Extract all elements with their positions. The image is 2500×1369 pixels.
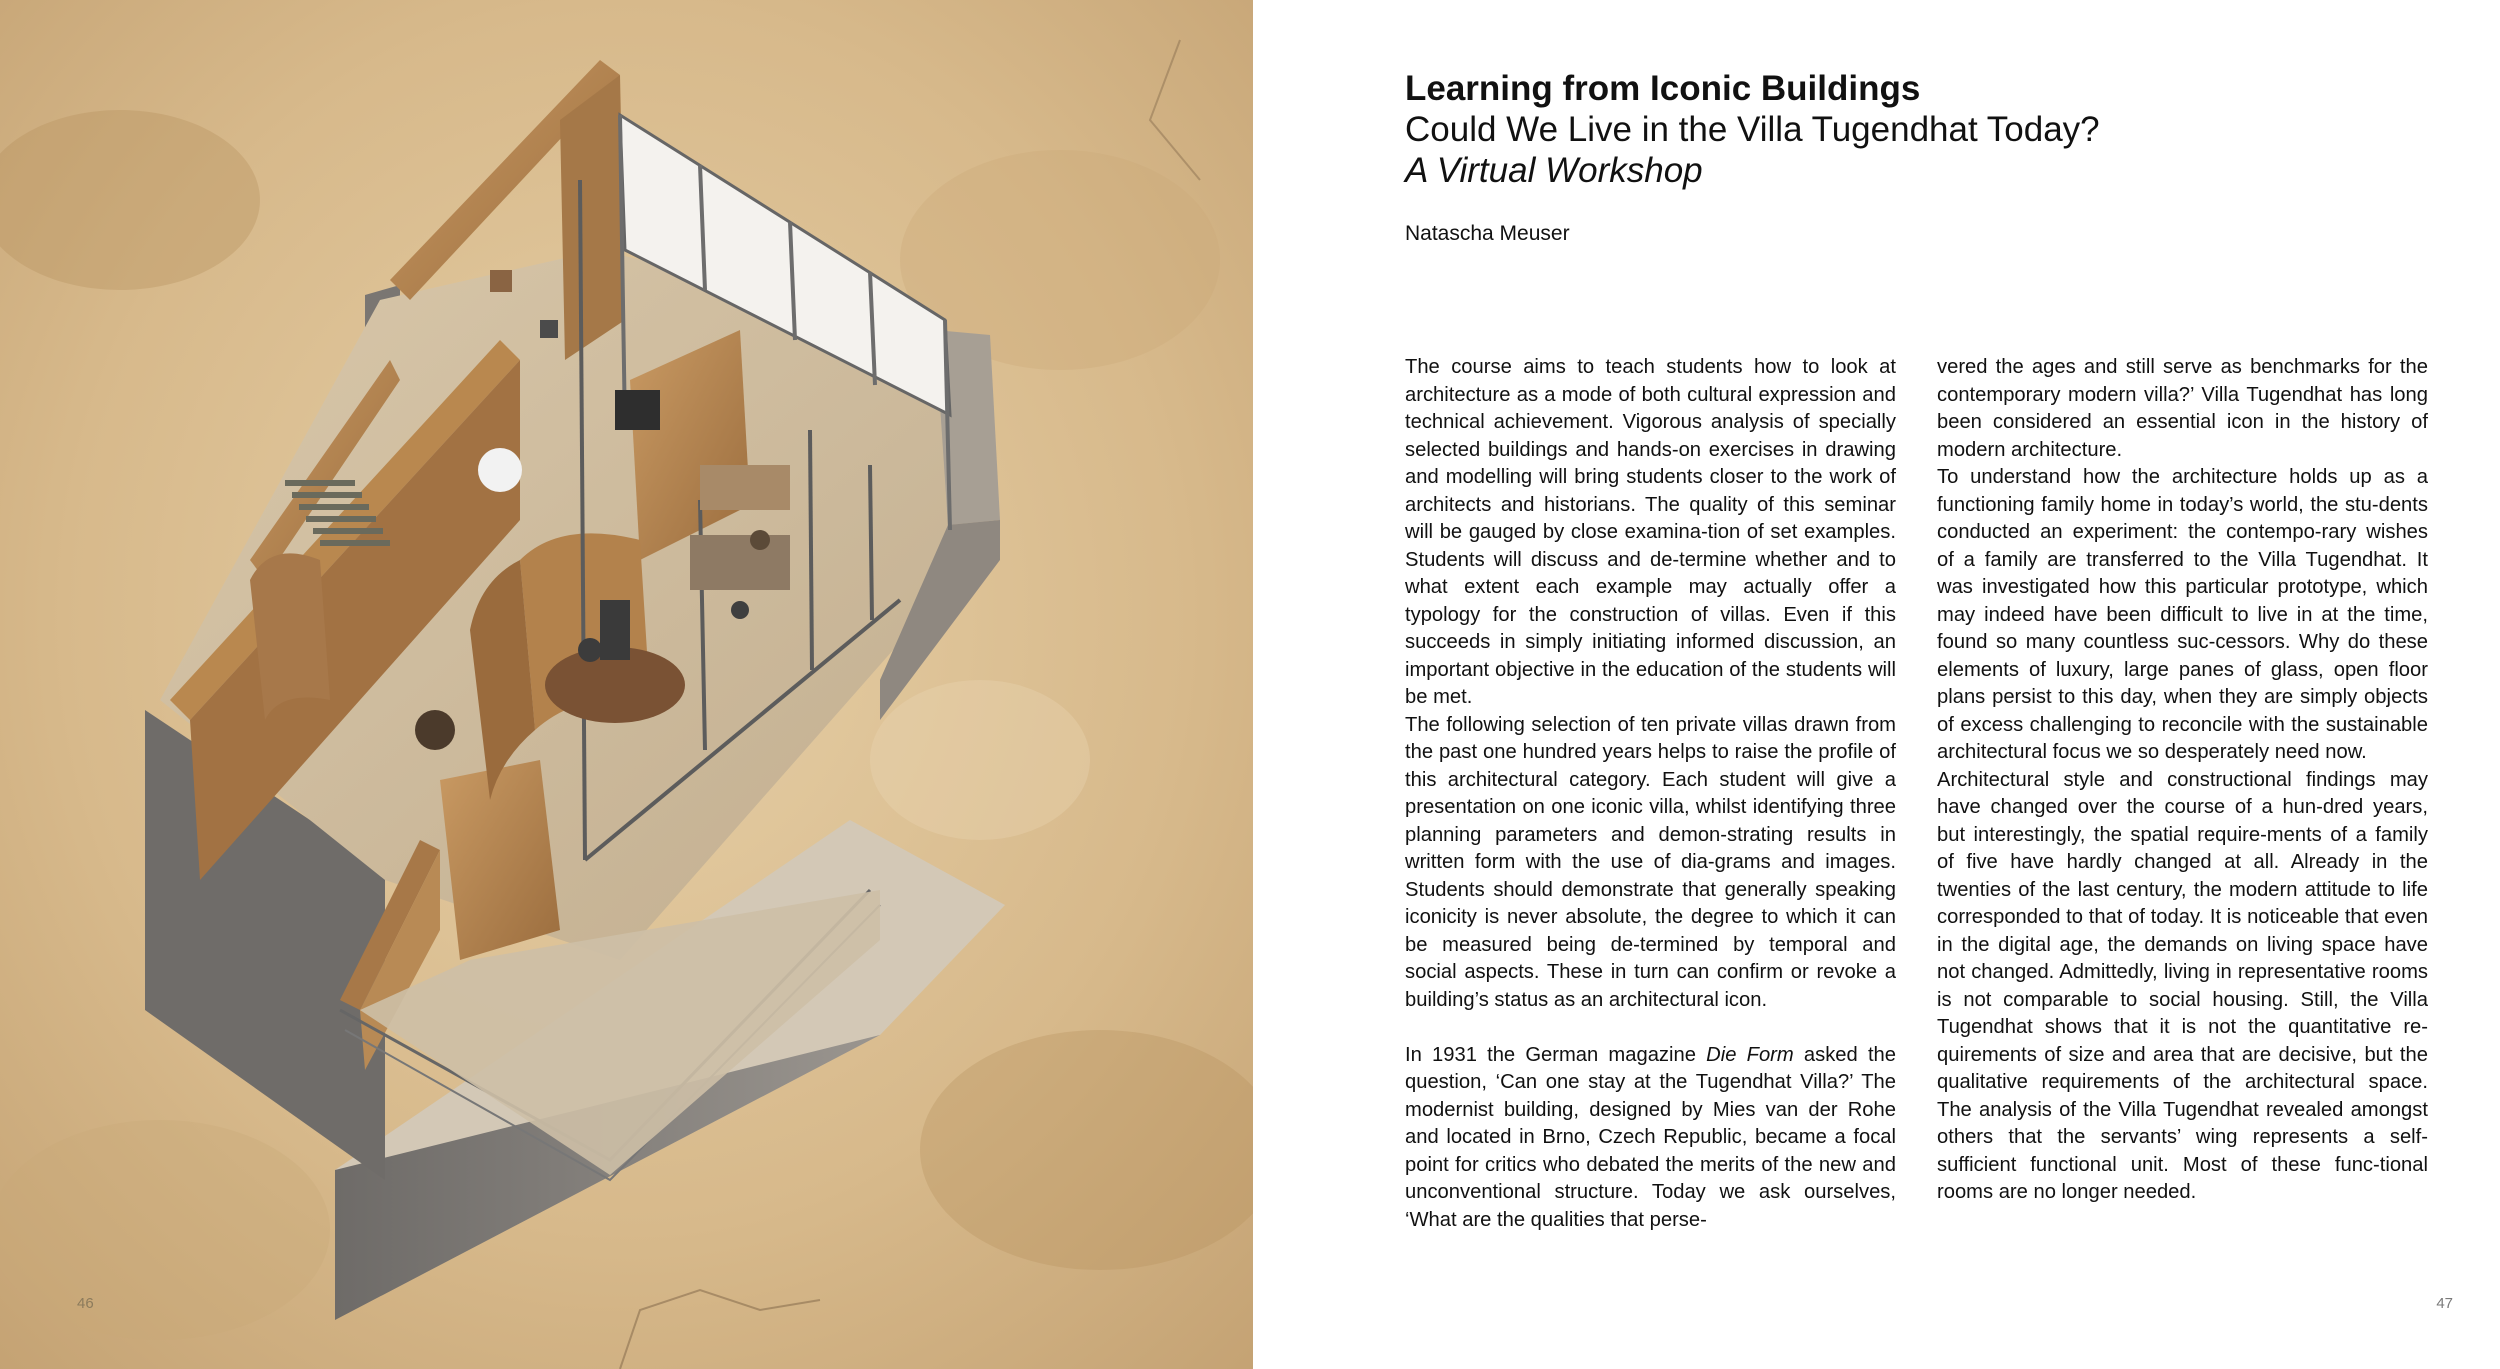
magazine-name: Die Form — [1706, 1043, 1794, 1066]
article-title-block — [1405, 68, 2100, 191]
wood-block-south — [440, 760, 560, 960]
paragraph — [1405, 1042, 1896, 1235]
article-subtitle: Could We Live in the Villa Tugendhat Today? — [1405, 110, 2100, 149]
article-title: Learning from Iconic Buildings — [1405, 69, 1921, 108]
page-number-left: 46 — [77, 1295, 94, 1312]
paragraph-text: In 1931 the German magazine — [1405, 1043, 1707, 1066]
wood-wall-inner-1 — [560, 75, 625, 360]
body-column-right — [1937, 354, 2428, 1207]
paragraph: The course aims to teach students how to look at architecture as a mode of both cultural expression and technical achievement. Vigorous analysis of specially selected buildings and hands-on exercises in drawing and modelling will bring students closer to the work of architects and historians. The quality of this seminar will be gauged by close examina-tion of set examples. Students will discuss and de-termine whether and to what extent each example may actually offer a typology for the construction of villas. Even if this succeeds in simply initiating informed discussion, an important objective in the education of the students will be met. — [1405, 356, 1896, 708]
paragraph: Architectural style and constructional findings may have changed over the course of a hun-dred years, but interestingly, the spatial require-ments of a family of five have hardly changed at all. Already in the twenties of the last century, the modern attitude to life corresponded to that of today. It is noticeable that even in the digital age, the demands on living space have not changed. Admittedly, living in representative rooms is not comparable to social housing. Still, the Villa Tugendhat shows that it is not the quantitative re-quirements of size and area that are decisive, but the qualitative requirements of the architectural space. The analysis of the Villa Tugendhat revealed amongst others that the servants’ wing represents a self-sufficient functional unit. Most of these func-tional rooms are no longer needed. — [1937, 768, 2428, 1203]
page-number-right: 47 — [2436, 1295, 2453, 1312]
body-column-left — [1405, 354, 1896, 1234]
paragraph-text: asked the question, ‘Can one stay at the Tugendhat Villa?’ The modernist building, designed by Mies van der Rohe and located in Brno, Czech Republic, became a focal point for critics who debated the merits of the new and unconventional structure. Today we ask ourselves, ‘What are the qualities that perse- — [1405, 1043, 1897, 1231]
paragraph: vered the ages and still serve as benchmarks for the contemporary modern villa?’ Villa Tugendhat has long been considered an essential icon in the history of modern architecture. — [1937, 356, 2428, 461]
paragraph: To understand how the architecture holds up as a functioning family home in today’s world, the stu-dents conducted an experiment: the contempo-rary wishes of a family are transferred to the Villa Tugendhat. It was investigated how this particular prototype, which may indeed have been difficult to live in at the time, found so many countless suc-cessors. Why do these elements of luxury, large panes of glass, open floor plans persist to this day, when they are simply objects of excess challenging to reconcile with the sustainable architectural focus we so desperately need now. — [1937, 466, 2428, 763]
article-subtitle-italic: A Virtual Workshop — [1405, 151, 1703, 190]
text-page — [1253, 0, 2500, 1369]
author-name: Natascha Meuser — [1405, 222, 1570, 245]
paragraph: The following selection of ten private villas drawn from the past one hundred years helps to raise the profile of this architectural category. Each student will give a presentation on one iconic villa, whilst identifying three planning parameters and demon-strating results in written form with the use of dia-grams and images. Students should demonstrate that generally speaking iconicity is never absolute, the degree to which it can be measured being de-termined by temporal and social aspects. These in turn can confirm or revoke a building’s status as an architectural icon. — [1405, 713, 1896, 1011]
